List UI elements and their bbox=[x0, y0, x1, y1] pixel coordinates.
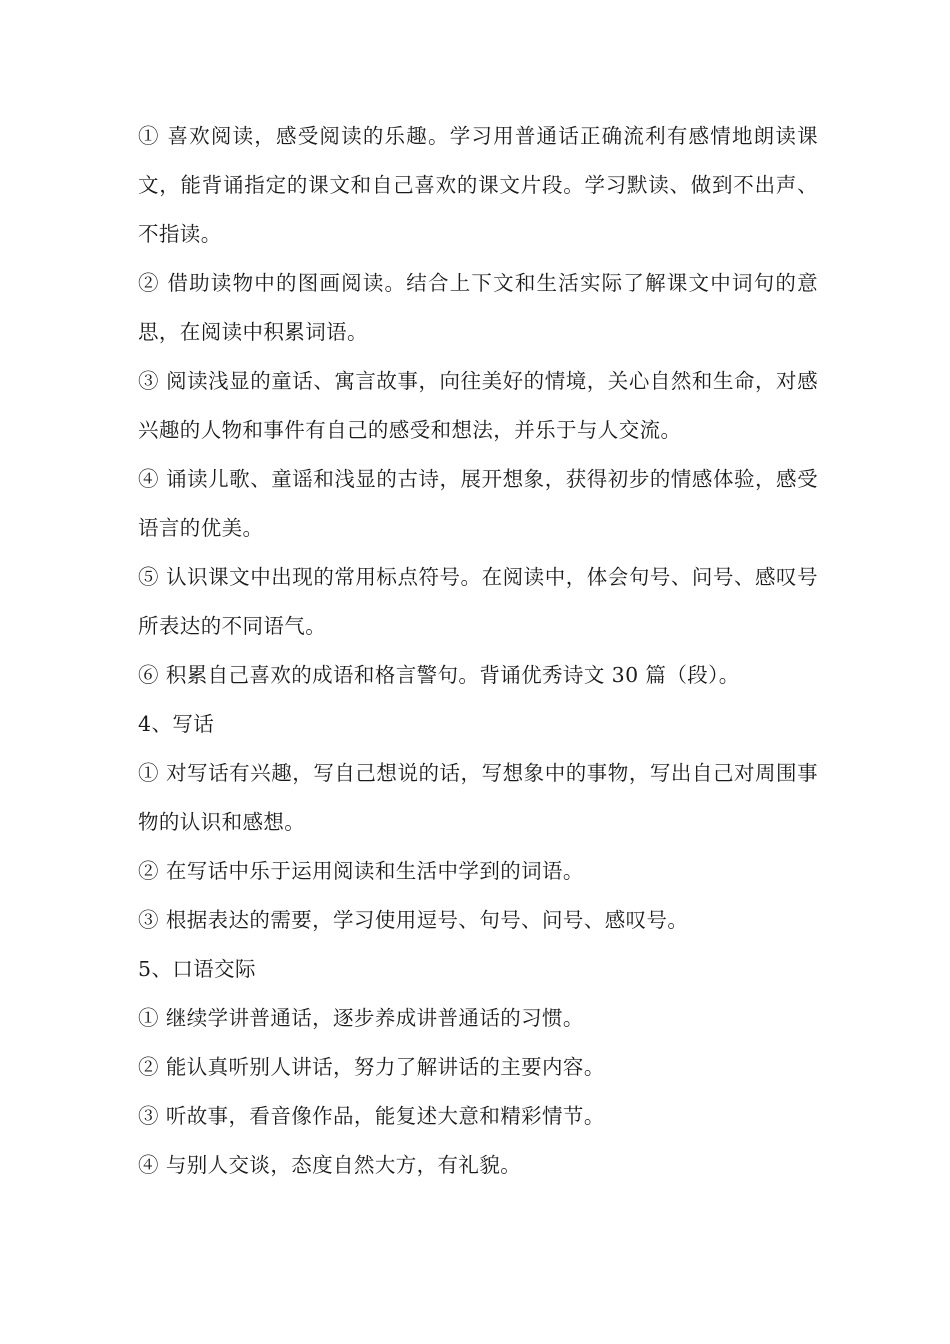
oral-goal-2: ② 能认真听别人讲话，努力了解讲话的主要内容。 bbox=[138, 1055, 605, 1079]
writing-goal-3: ③ 根据表达的需要，学习使用逗号、句号、问号、感叹号。 bbox=[138, 908, 689, 932]
oral-goal-3: ③ 听故事，看音像作品，能复述大意和精彩情节。 bbox=[138, 1104, 605, 1128]
document-body bbox=[138, 112, 818, 1190]
reading-goal-4: ④ 诵读儿歌、童谣和浅显的古诗，展开想象，获得初步的情感体验，感受语言的优美。 bbox=[138, 467, 818, 540]
reading-goal-3: ③ 阅读浅显的童话、寓言故事，向往美好的情境，关心自然和生命，对感兴趣的人物和事件有自己的感受和想法，并乐于与人交流。 bbox=[138, 369, 818, 442]
section-heading-oral: 5、口语交际 bbox=[138, 957, 256, 981]
oral-goal-1: ① 继续学讲普通话，逐步养成讲普通话的习惯。 bbox=[138, 1006, 584, 1030]
writing-goal-2: ② 在写话中乐于运用阅读和生活中学到的词语。 bbox=[138, 859, 584, 883]
reading-goal-5: ⑤ 认识课文中出现的常用标点符号。在阅读中，体会句号、问号、感叹号所表达的不同语气。 bbox=[138, 565, 818, 638]
reading-goal-6: ⑥ 积累自己喜欢的成语和格言警句。背诵优秀诗文 30 篇（段）。 bbox=[138, 663, 740, 687]
reading-goal-1: ① 喜欢阅读，感受阅读的乐趣。学习用普通话正确流利有感情地朗读课文，能背诵指定的课文和自己喜欢的课文片段。学习默读、做到不出声、不指读。 bbox=[138, 124, 818, 246]
reading-goal-2: ② 借助读物中的图画阅读。结合上下文和生活实际了解课文中词句的意思，在阅读中积累词语。 bbox=[138, 271, 818, 344]
oral-goal-4: ④ 与别人交谈，态度自然大方，有礼貌。 bbox=[138, 1153, 522, 1177]
section-heading-writing: 4、写话 bbox=[138, 712, 215, 736]
writing-goal-1: ① 对写话有兴趣，写自己想说的话，写想象中的事物，写出自己对周围事物的认识和感想。 bbox=[138, 761, 818, 834]
